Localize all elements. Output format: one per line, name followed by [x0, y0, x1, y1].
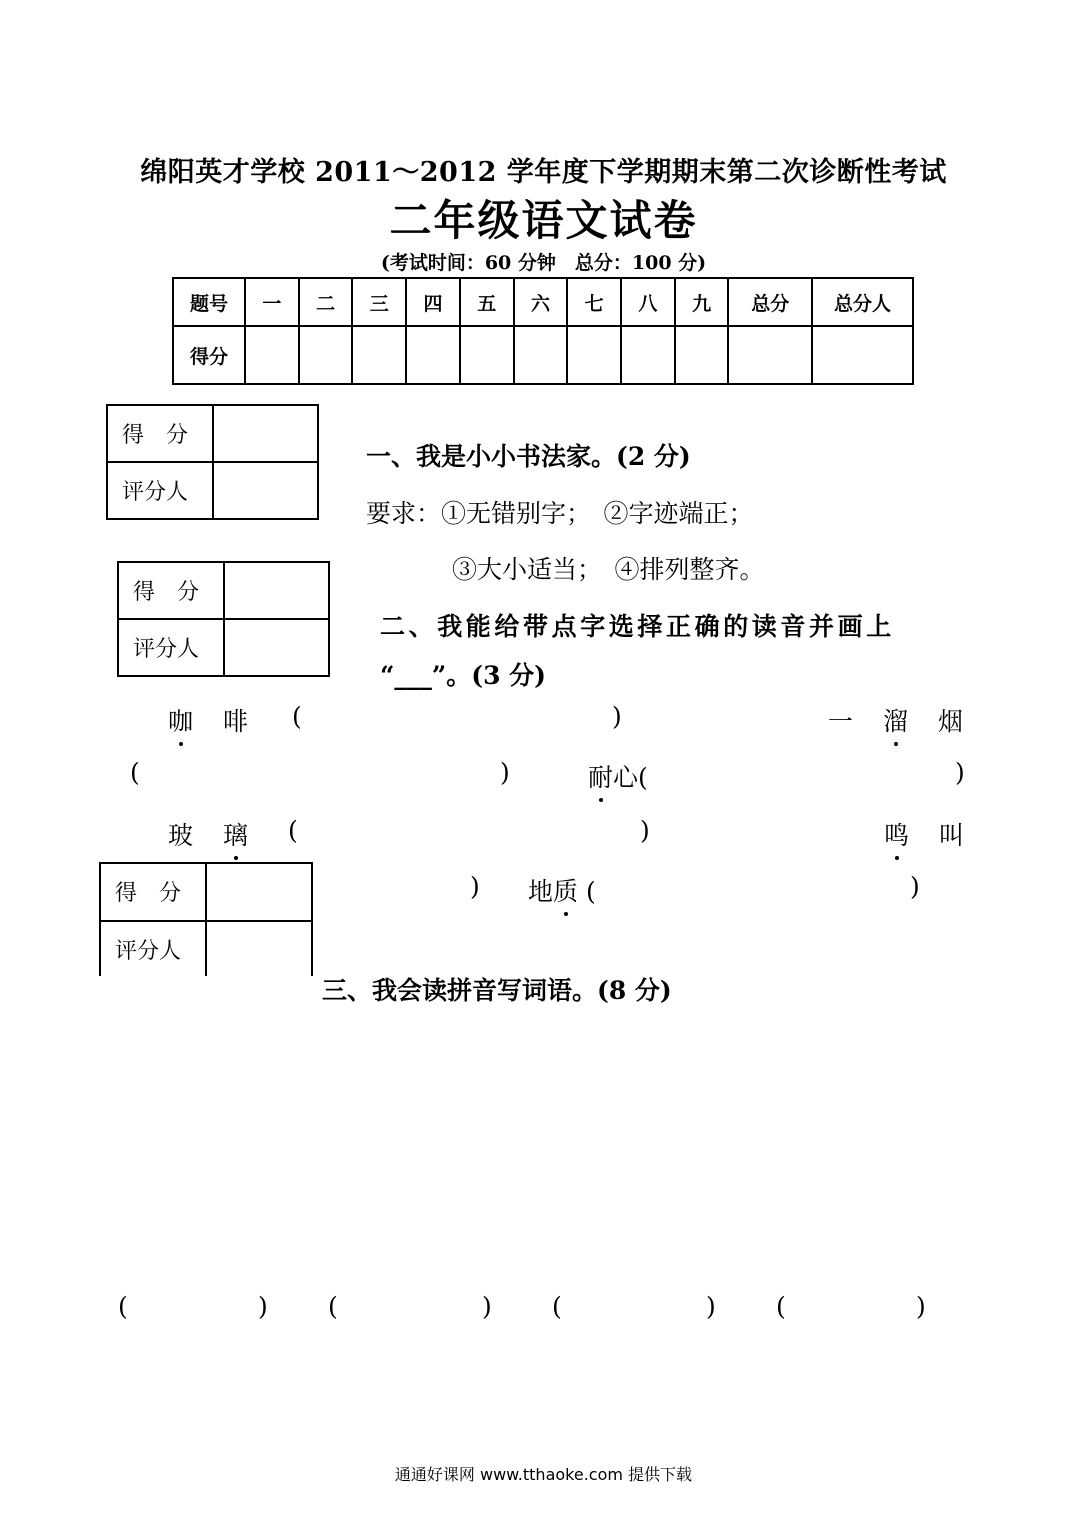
q2-word-kafei	[168, 702, 248, 738]
q1-title: 一、我是小小书法家。(2 分)	[366, 442, 691, 471]
word-char: 叫	[939, 821, 965, 850]
score-box-divider	[101, 920, 311, 922]
dotted-char: 咖	[168, 702, 193, 738]
paren-open: (	[328, 1292, 338, 1321]
score-label: 得 分	[118, 562, 224, 619]
grader-field	[213, 462, 318, 519]
score-table-cell: 题号	[173, 278, 245, 326]
word-char: 烟	[938, 707, 964, 736]
word-char: 玻	[168, 821, 194, 850]
exam-info: (考试时间：60 分钟 总分：100 分)	[380, 252, 707, 274]
score-table-score-row	[173, 326, 913, 384]
q2-title-line1: 二、我能给带点字选择正确的读音并画上	[380, 612, 895, 641]
score-box-q3	[99, 862, 313, 976]
paren-close: )	[470, 872, 480, 901]
paren-close: )	[916, 1292, 926, 1321]
score-cell-empty	[352, 326, 406, 384]
paren-open: (	[638, 763, 648, 792]
score-cell-empty	[567, 326, 621, 384]
score-table-header-row	[173, 278, 913, 326]
grader-label: 评分人	[118, 619, 224, 676]
score-cell-empty	[812, 326, 913, 384]
score-cell-empty	[514, 326, 568, 384]
q2-word-naixin	[588, 758, 648, 794]
score-label: 得 分	[107, 405, 213, 462]
score-box-q1	[106, 404, 319, 520]
paren-close: )	[482, 1292, 492, 1321]
paren-open: (	[552, 1292, 562, 1321]
paren-close: )	[640, 816, 650, 845]
word-char: 一	[828, 707, 854, 736]
score-table	[172, 277, 914, 385]
paren-open: (	[292, 702, 302, 731]
score-cell-empty	[245, 326, 299, 384]
grader-field	[224, 619, 329, 676]
q2-word-boli	[168, 816, 248, 852]
word-char: 啡	[223, 707, 249, 736]
score-table-cell: 二	[299, 278, 353, 326]
paren-open: (	[288, 816, 298, 845]
grader-label: 评分人	[115, 939, 182, 964]
score-field	[213, 405, 318, 462]
word-char: 心	[613, 763, 639, 792]
dotted-char: 质	[553, 872, 578, 908]
paren-open: (	[776, 1292, 786, 1321]
score-table-cell: 一	[245, 278, 299, 326]
exam-title: 二年级语文试卷	[389, 196, 698, 245]
dotted-char: 璃	[223, 816, 248, 852]
q2-title-line2: “___”。(3 分)	[380, 661, 547, 690]
paren-open: (	[130, 758, 140, 787]
score-table-cell: 总分	[728, 278, 812, 326]
q2-word-dizhi	[528, 872, 596, 908]
dotted-char: 耐	[588, 758, 613, 794]
paren-close: )	[706, 1292, 716, 1321]
q3-title: 三、我会读拼音写词语。(8 分)	[322, 976, 672, 1005]
score-cell-empty	[460, 326, 514, 384]
score-cell-empty	[675, 326, 729, 384]
score-cell-empty	[621, 326, 675, 384]
dotted-char: 鸣	[884, 816, 909, 852]
score-cell-empty	[728, 326, 812, 384]
score-table-cell: 八	[621, 278, 675, 326]
score-box-q2	[117, 561, 330, 677]
paren-close: )	[500, 758, 510, 787]
word-char: 地	[528, 877, 554, 906]
paren-open: (	[118, 1292, 128, 1321]
paren-close: )	[955, 758, 965, 787]
score-table-cell: 总分人	[812, 278, 913, 326]
score-table-cell: 三	[352, 278, 406, 326]
score-table-cell: 七	[567, 278, 621, 326]
paren-close: )	[258, 1292, 268, 1321]
score-table-cell: 得分	[173, 326, 245, 384]
score-cell-empty	[406, 326, 460, 384]
dotted-char: 溜	[883, 702, 908, 738]
score-field	[224, 562, 329, 619]
footer-download-link[interactable]: 通通好课网 www.tthaoke.com 提供下载	[394, 1465, 693, 1484]
score-table-cell: 九	[675, 278, 729, 326]
paren-open: (	[586, 877, 596, 906]
score-table-cell: 四	[406, 278, 460, 326]
grader-label: 评分人	[107, 462, 213, 519]
score-label: 得 分	[115, 881, 182, 906]
score-table-cell: 五	[460, 278, 514, 326]
paren-close: )	[612, 702, 622, 731]
school-line: 绵阳英才学校 2011～2012 学年度下学期期末第二次诊断性考试	[140, 157, 947, 188]
paren-close: )	[910, 872, 920, 901]
q2-word-mingjiao	[884, 816, 964, 852]
score-cell-empty	[299, 326, 353, 384]
q2-word-yiliuyan	[828, 702, 963, 738]
q1-requirement-line1: 要求：①无错别字； ②字迹端正；	[366, 499, 754, 528]
score-table-cell: 六	[514, 278, 568, 326]
q1-requirement-line2: ③大小适当； ④排列整齐。	[452, 555, 765, 584]
